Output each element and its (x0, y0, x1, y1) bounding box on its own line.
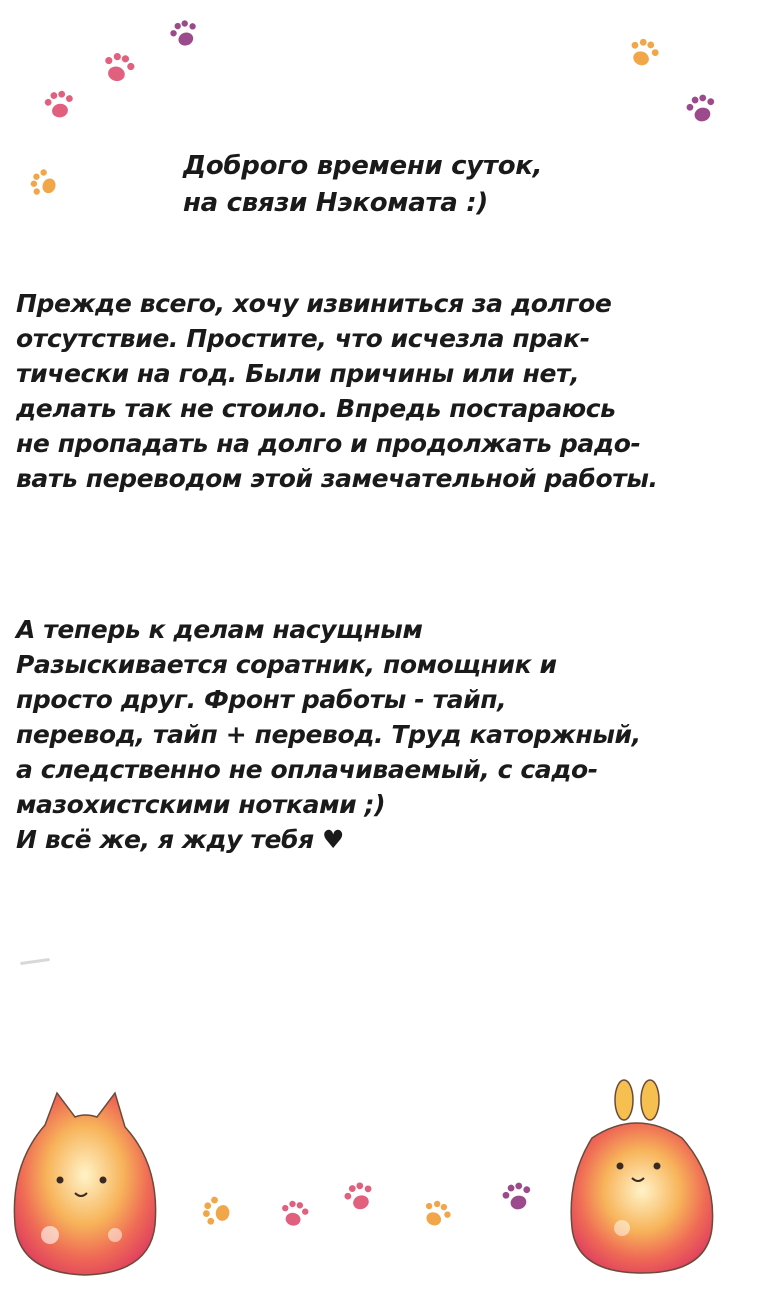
text-line: а следственно не оплачиваемый, с садо- (16, 755, 598, 784)
divider-mark (20, 958, 50, 965)
paw-print-icon (23, 163, 64, 204)
greeting-line: Доброго времени суток, (183, 151, 543, 181)
paw-print-icon (621, 31, 665, 75)
text-line: вать переводом этой замечательной работы. (16, 464, 658, 493)
bunny-cat-right-icon (562, 1078, 722, 1278)
text-line: тически на год. Были причины или нет, (16, 359, 580, 388)
text-line: не пропадать на долго и продолжать радо- (16, 429, 641, 458)
paw-print-icon (163, 13, 204, 54)
text-line: И всё же, я жду тебя ♥ (16, 825, 345, 854)
text-line: перевод, тайп + перевод. Труд каторжный, (16, 720, 641, 749)
text-line: Прежде всего, хочу извиниться за долгое (16, 289, 612, 318)
recruitment-paragraph (16, 612, 751, 857)
paw-print-icon (337, 1175, 381, 1219)
paw-print-icon (680, 88, 722, 130)
paw-print-icon (415, 1193, 458, 1236)
text-line: просто друг. Фронт работы - тайп, (16, 685, 507, 714)
paw-print-icon (39, 85, 78, 124)
cat-left-icon (5, 1085, 165, 1280)
paw-print-icon (275, 1195, 312, 1232)
text-line: Разыскивается соратник, помощник и (16, 650, 557, 679)
paw-print-icon (96, 46, 140, 90)
text-line: А теперь к делам насущным (16, 615, 423, 644)
text-line: делать так не стоило. Впредь постараюсь (16, 394, 616, 423)
greeting-line: на связи Нэкомата :) (183, 188, 488, 218)
apology-paragraph (16, 286, 751, 496)
text-line: мазохистскими нотками ;) (16, 790, 386, 819)
paw-print-icon (197, 1192, 236, 1231)
greeting (183, 148, 703, 222)
paw-print-icon (496, 1176, 538, 1218)
text-line: отсутствие. Простите, что исчезла прак- (16, 324, 590, 353)
